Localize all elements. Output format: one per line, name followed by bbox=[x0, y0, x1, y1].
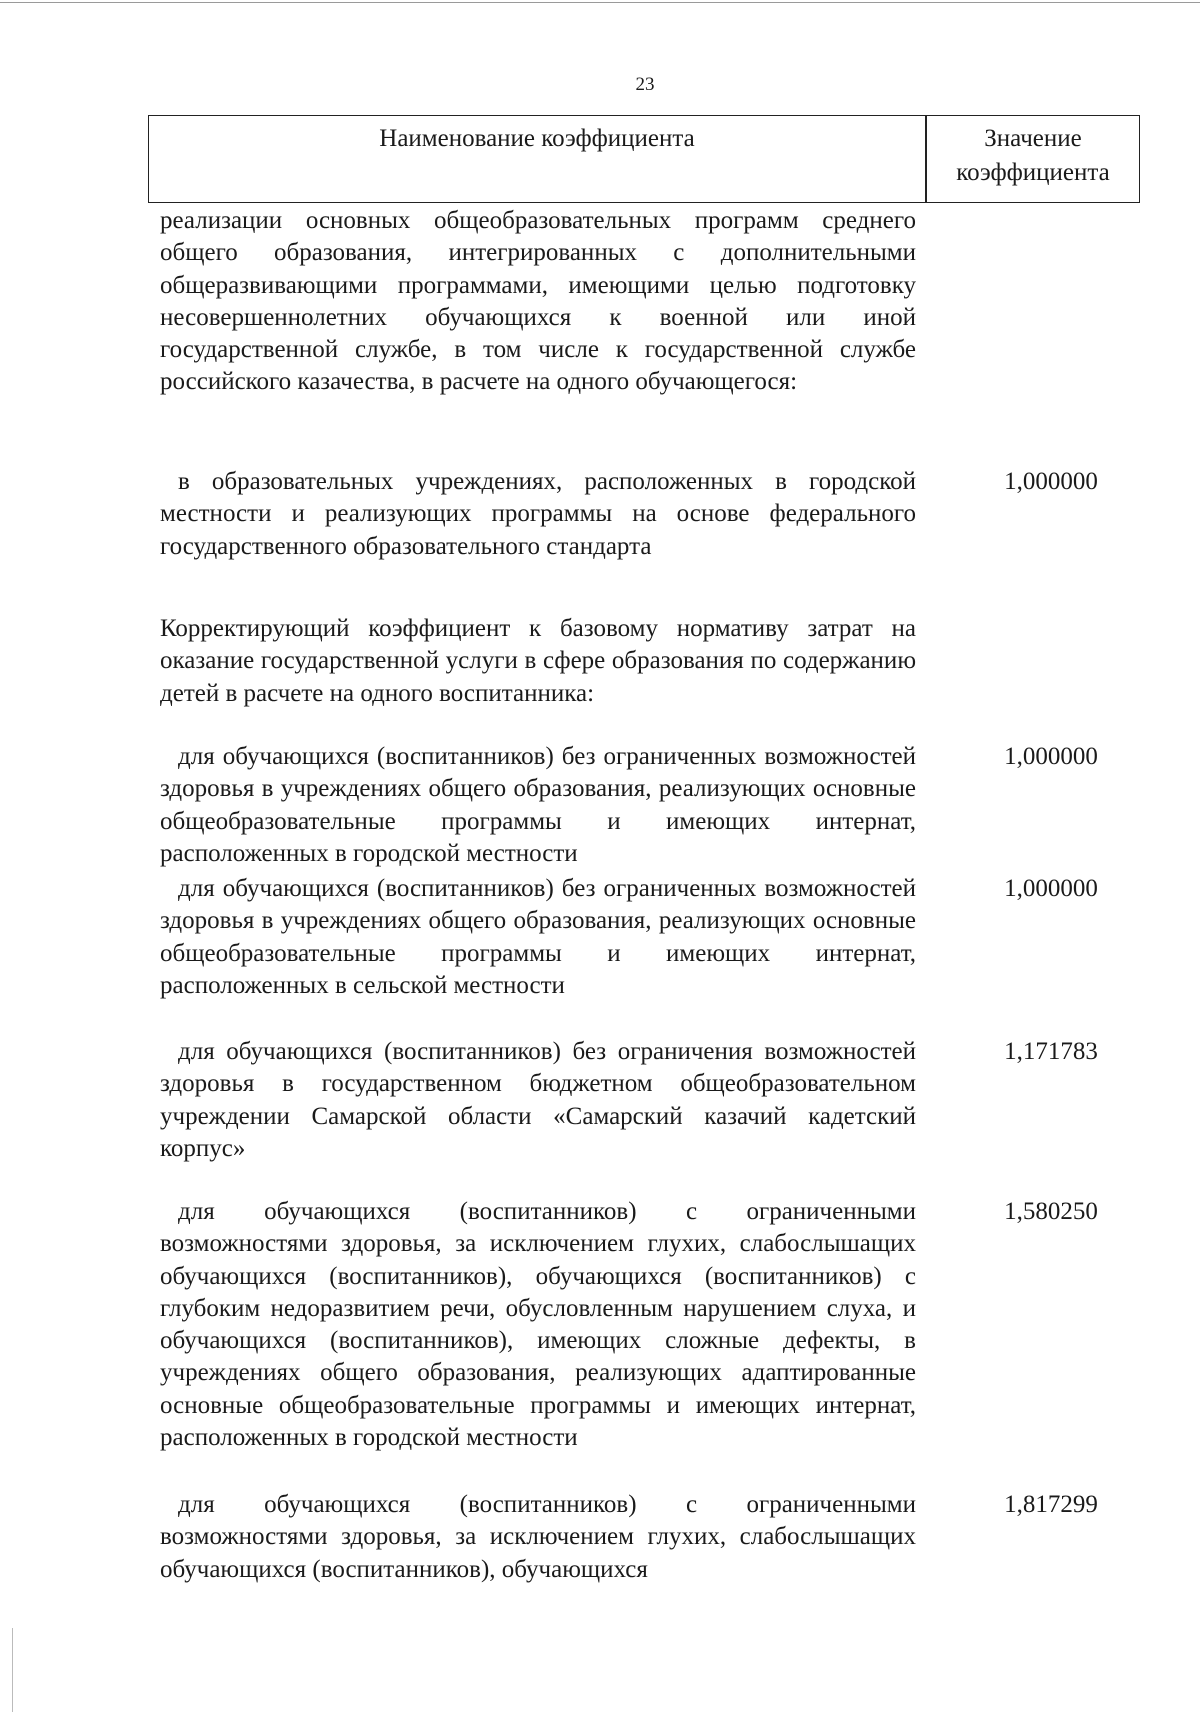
top-scan-edge bbox=[0, 2, 1200, 3]
coefficient-value: 1,817299 bbox=[1004, 1491, 1098, 1518]
left-scan-edge bbox=[12, 1628, 13, 1712]
page-number: 23 bbox=[635, 74, 655, 95]
table-header bbox=[148, 115, 1140, 203]
coefficient-value: 1,171783 bbox=[1004, 1038, 1098, 1065]
coefficient-name: для обучающихся (воспитанников) без ограниченных возможностей здоровья в учреждениях общего образования, реализующих основные общеобразовательные программы и имеющих интернат, расположенных в городской местности bbox=[160, 743, 916, 867]
coefficient-name: в образовательных учреждениях, расположенных в городской местности и реализующих программы на основе федерального государственного образовательного стандарта bbox=[160, 468, 916, 560]
header-coefficient-name: Наименование коэффициента bbox=[379, 125, 695, 152]
coefficient-name: реализации основных общеобразовательных программ среднего общего образования, интегрированных с дополнительными общеразвивающими программами, имеющими целью подготовку несовершеннолетних обучающихся к военной или иной государственной службе, в том числе к государственной службе российского казачества, в расчете на одного обучающегося: bbox=[160, 207, 916, 396]
coefficient-value: 1,580250 bbox=[1004, 1198, 1098, 1225]
coefficient-value: 1,000000 bbox=[1004, 743, 1098, 770]
coefficient-value: 1,000000 bbox=[1004, 875, 1098, 902]
coefficient-name: для обучающихся (воспитанников) без ограничения возможностей здоровья в государственном бюджетном общеобразовательном учреждении Самарской области «Самарский казачий кадетский корпус» bbox=[160, 1038, 916, 1162]
coefficient-name: для обучающихся (воспитанников) без ограниченных возможностей здоровья в учреждениях общего образования, реализующих основные общеобразовательные программы и имеющих интернат, расположенных в сельской местности bbox=[160, 875, 916, 999]
header-coefficient-value bbox=[927, 122, 1139, 190]
coefficient-name: Корректирующий коэффициент к базовому нормативу затрат на оказание государственной услуги в сфере образования по содержанию детей в расчете на одного воспитанника: bbox=[160, 615, 916, 707]
coefficient-name: для обучающихся (воспитанников) с ограниченными возможностями здоровья, за исключением глухих, слабослышащих обучающихся (воспитанников), обучающихся bbox=[160, 1491, 916, 1583]
header-value-line2: коэффициента bbox=[956, 159, 1110, 186]
coefficient-value: 1,000000 bbox=[1004, 468, 1098, 495]
header-value-line1: Значение bbox=[984, 125, 1082, 152]
coefficient-name: для обучающихся (воспитанников) с ограниченными возможностями здоровья, за исключением глухих, слабослышащих обучающихся (воспитанников), обучающихся (воспитанников) с глубоким недоразвитием речи, обусловленным нарушением слуха, и обучающихся (воспитанников), имеющих сложные дефекты, в учреждениях общего образования, реализующих адаптированные основные общеобразовательные программы и имеющих интернат, расположенных в городской местности bbox=[160, 1198, 916, 1452]
